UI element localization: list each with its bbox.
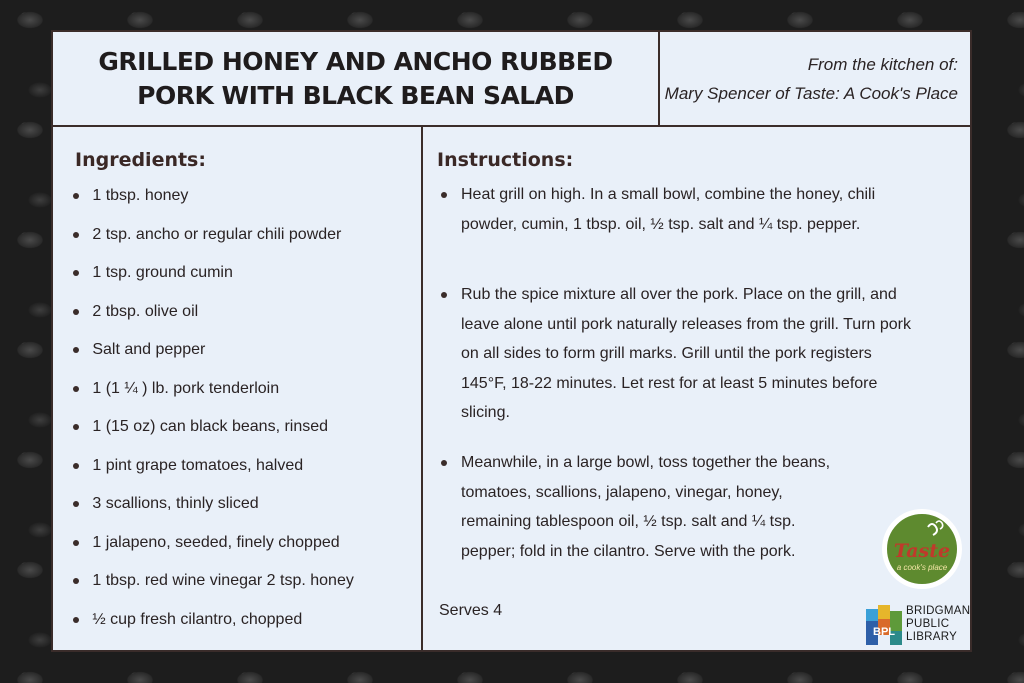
ingredient-text: 1 tbsp. honey xyxy=(92,187,189,204)
ingredient-item xyxy=(73,572,354,590)
serves-text: Serves 4 xyxy=(439,602,503,619)
instruction-step xyxy=(441,180,941,239)
bullet-icon xyxy=(73,578,79,584)
library-logo xyxy=(866,605,971,647)
ingredient-item xyxy=(73,380,279,398)
title-box xyxy=(53,32,660,125)
instruction-line: tomatoes, scallions, jalapeno, vinegar, honey, xyxy=(461,483,783,501)
library-line1: BRIDGMAN xyxy=(906,605,971,617)
library-line3: LIBRARY xyxy=(906,631,958,643)
taste-logo xyxy=(882,509,962,589)
instruction-line: leave alone until pork naturally releases from the grill. Turn pork xyxy=(461,315,911,333)
ingredient-item xyxy=(73,303,198,321)
from-label: From the kitchen of: xyxy=(807,54,958,74)
bpl-monogram-icon xyxy=(866,605,904,647)
recipe-title-line2: PORK WITH BLACK BEAN SALAD xyxy=(137,80,574,110)
ingredient-text: 2 tsp. ancho or regular chili powder xyxy=(92,226,342,243)
bullet-icon xyxy=(73,501,79,507)
ingredient-item xyxy=(73,611,302,629)
ingredient-text: 1 jalapeno, seeded, finely chopped xyxy=(92,534,340,551)
taste-logo-name: Taste xyxy=(893,540,951,562)
ingredient-item xyxy=(73,264,233,282)
bullet-icon xyxy=(73,309,79,315)
instruction-line: on all sides to form grill marks. Grill until the pork registers xyxy=(461,345,872,362)
bpl-monogram: BPL xyxy=(873,626,895,638)
ingredient-text: 1 tsp. ground cumin xyxy=(92,264,233,281)
ingredient-text: 1 (15 oz) can black beans, rinsed xyxy=(92,418,329,435)
library-name xyxy=(906,605,970,644)
from-kitchen xyxy=(660,32,970,125)
ingredients-column xyxy=(53,127,423,650)
ingredient-item xyxy=(73,187,188,205)
instructions-heading: Instructions: xyxy=(437,149,574,171)
ingredients-heading: Ingredients: xyxy=(75,149,206,171)
ingredient-item xyxy=(73,534,340,552)
ingredient-text: 1 pint grape tomatoes, halved xyxy=(92,457,304,474)
bullet-icon xyxy=(73,193,79,199)
instruction-line: 145°F, 18-22 minutes. Let rest for at least 5 minutes before xyxy=(461,374,878,392)
instructions-column xyxy=(423,127,970,650)
ingredient-text: ½ cup fresh cilantro, chopped xyxy=(92,611,303,628)
bullet-icon xyxy=(441,192,447,198)
instruction-line: Meanwhile, in a large bowl, toss together the beans, xyxy=(461,454,831,471)
bullet-icon xyxy=(73,270,79,276)
bullet-icon xyxy=(73,386,79,392)
recipe-title-line1: GRILLED HONEY AND ANCHO RUBBED xyxy=(98,46,613,76)
instruction-step xyxy=(441,448,861,566)
ingredient-text: Salt and pepper xyxy=(92,341,206,358)
instruction-line: Rub the spice mixture all over the pork. Place on the grill, and xyxy=(461,286,897,303)
instruction-text xyxy=(461,448,861,566)
bullet-icon xyxy=(73,232,79,238)
bullet-icon xyxy=(73,424,79,430)
ingredient-text: 3 scallions, thinly sliced xyxy=(92,495,259,512)
ingredient-item xyxy=(73,495,259,513)
bullet-icon xyxy=(441,460,447,466)
recipe-title xyxy=(98,45,612,113)
instruction-line: remaining tablespoon oil, ½ tsp. salt and ¼ tsp. xyxy=(461,513,796,530)
instruction-step xyxy=(441,280,941,428)
ingredient-item xyxy=(73,226,341,244)
bullet-icon xyxy=(73,463,79,469)
recipe-card xyxy=(51,30,972,652)
instruction-text xyxy=(461,280,941,428)
instruction-line: slicing. xyxy=(461,404,510,421)
bullet-icon xyxy=(73,617,79,623)
instruction-line: pepper; fold in the cilantro. Serve with the pork. xyxy=(461,542,796,560)
ingredient-item xyxy=(73,341,205,359)
ingredient-item xyxy=(73,418,328,436)
taste-logo-tagline: a cook's place xyxy=(896,563,948,572)
bullet-icon xyxy=(73,540,79,546)
taste-logo-icon xyxy=(882,509,962,589)
bullet-icon xyxy=(441,292,447,298)
ingredient-text: 1 tbsp. red wine vinegar 2 tsp. honey xyxy=(92,572,354,589)
instruction-line: Heat grill on high. In a small bowl, combine the honey, chili xyxy=(461,186,876,203)
instruction-text xyxy=(461,180,941,239)
instruction-line: powder, cumin, 1 tbsp. oil, ½ tsp. salt and ¼ tsp. pepper. xyxy=(461,215,861,233)
bullet-icon xyxy=(73,347,79,353)
recipe-header xyxy=(53,32,970,127)
ingredient-text: 2 tbsp. olive oil xyxy=(92,303,199,320)
ingredient-item xyxy=(73,457,303,475)
library-line2: PUBLIC xyxy=(906,618,950,630)
ingredient-text: 1 (1 ¼ ) lb. pork tenderloin xyxy=(92,380,280,397)
from-name: Mary Spencer of Taste: A Cook's Place xyxy=(664,83,958,103)
